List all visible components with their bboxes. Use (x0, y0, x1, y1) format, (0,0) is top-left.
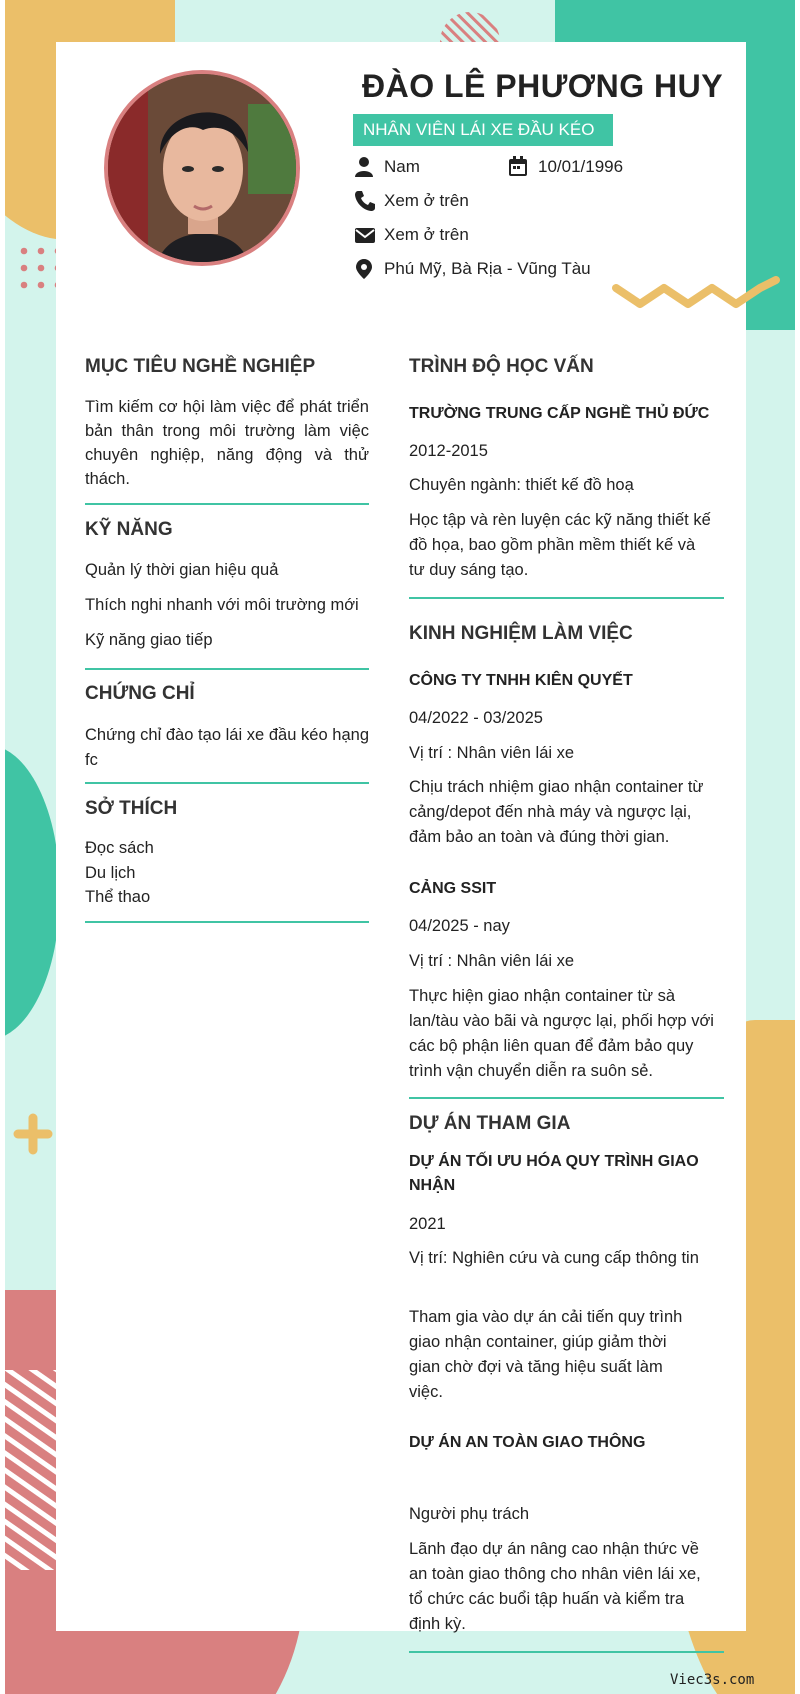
job-title-badge: NHÂN VIÊN LÁI XE ĐẦU KÉO (353, 114, 613, 146)
project-name: DỰ ÁN AN TOÀN GIAO THÔNG (409, 1434, 646, 1451)
project-role: Người phụ trách (409, 1505, 530, 1523)
skill-item: Quản lý thời gian hiệu quả (85, 561, 279, 579)
divider (409, 1097, 724, 1099)
job-period: 04/2025 - nay (409, 917, 510, 935)
divider (85, 668, 369, 670)
job-description: Thực hiện giao nhận container từ sà lan/tàu vào bãi và ngược lại, phối hợp với các bộ phận liên quan để đảm bảo quy trình vận chuyển diễn ra suôn sẻ. (409, 987, 714, 1080)
certificate-text: Chứng chỉ đào tạo lái xe đầu kéo hạng fc (85, 726, 369, 769)
skill-item: Thích nghi nhanh với môi trường mới (85, 596, 359, 614)
envelope-icon (354, 226, 376, 246)
striped-decoration (5, 1370, 60, 1570)
project-description: Tham gia vào dự án cải tiến quy trình giao nhận container, giúp giảm thời gian chờ đợi và tăng hiệu suất làm việc. (409, 1308, 683, 1401)
education-major: Chuyên ngành: thiết kế đồ hoạ (409, 476, 634, 494)
experience-title: KINH NGHIỆM LÀM VIỆC (409, 623, 633, 644)
project-role: Vị trí: Nghiên cứu và cung cấp thông tin (409, 1249, 699, 1267)
projects-title: DỰ ÁN THAM GIA (409, 1113, 571, 1134)
hobby-item: Du lịch (85, 864, 136, 882)
education-title: TRÌNH ĐỘ HỌC VẤN (409, 356, 594, 377)
user-icon (354, 156, 374, 178)
profile-photo (104, 70, 300, 266)
job-position: Vị trí : Nhân viên lái xe (409, 952, 575, 970)
divider (85, 921, 369, 923)
hobby-item: Thể thao (85, 888, 151, 906)
project-period: 2021 (409, 1215, 446, 1233)
divider (85, 782, 369, 784)
certificates-title: CHỨNG CHỈ (85, 683, 195, 704)
company-name: CẢNG SSIT (409, 880, 497, 897)
address-value: Phú Mỹ, Bà Rịa - Vũng Tàu (384, 259, 591, 278)
project-description: Lãnh đạo dự án nâng cao nhận thức về an toàn giao thông cho nhân viên lái xe, tổ chức các buổi tập huấn và kiểm tra định kỳ. (409, 1540, 701, 1633)
phone-value: Xem ở trên (384, 191, 469, 210)
objective-text: Tìm kiếm cơ hội làm việc để phát triển bản thân trong môi trường làm việc chuyên nghiệp, năng động và thử thách. (85, 398, 369, 488)
watermark: Viec3s.com (670, 1672, 755, 1688)
zigzag-decoration (612, 276, 782, 316)
divider (409, 597, 724, 599)
education-description: Học tập và rèn luyện các kỹ năng thiết kế đồ họa, bao gồm phần mềm thiết kế và tư duy sáng tạo. (409, 511, 711, 579)
education-period: 2012-2015 (409, 442, 488, 460)
candidate-name: ĐÀO LÊ PHƯƠNG HUY (362, 68, 724, 104)
gender-value: Nam (384, 157, 420, 176)
job-period: 04/2022 - 03/2025 (409, 709, 543, 727)
hobby-item: Đọc sách (85, 839, 154, 857)
phone-icon (354, 190, 376, 212)
job-description: Chịu trách nhiệm giao nhận container từ cảng/depot đến nhà máy và ngược lại, đảm bảo an toàn và đúng thời gian. (409, 778, 704, 846)
hobbies-title: SỞ THÍCH (85, 798, 178, 819)
skills-title: KỸ NĂNG (85, 519, 173, 540)
school-name: TRƯỜNG TRUNG CẤP NGHỀ THỦ ĐỨC (409, 405, 710, 422)
divider (85, 503, 369, 505)
map-pin-icon (354, 258, 374, 280)
email-value: Xem ở trên (384, 225, 469, 244)
divider (409, 1651, 724, 1653)
portrait-illustration (108, 74, 296, 262)
company-name: CÔNG TY TNHH KIÊN QUYẾT (409, 672, 633, 689)
birthday-value: 10/01/1996 (538, 157, 624, 176)
calendar-icon (508, 156, 528, 178)
skill-item: Kỹ năng giao tiếp (85, 631, 213, 649)
plus-decoration (18, 1118, 48, 1150)
job-position: Vị trí : Nhân viên lái xe (409, 744, 575, 762)
project-name: DỰ ÁN TỐI ƯU HÓA QUY TRÌNH GIAO NHẬN (409, 1153, 699, 1194)
objective-title: MỤC TIÊU NGHỀ NGHIỆP (85, 356, 316, 377)
